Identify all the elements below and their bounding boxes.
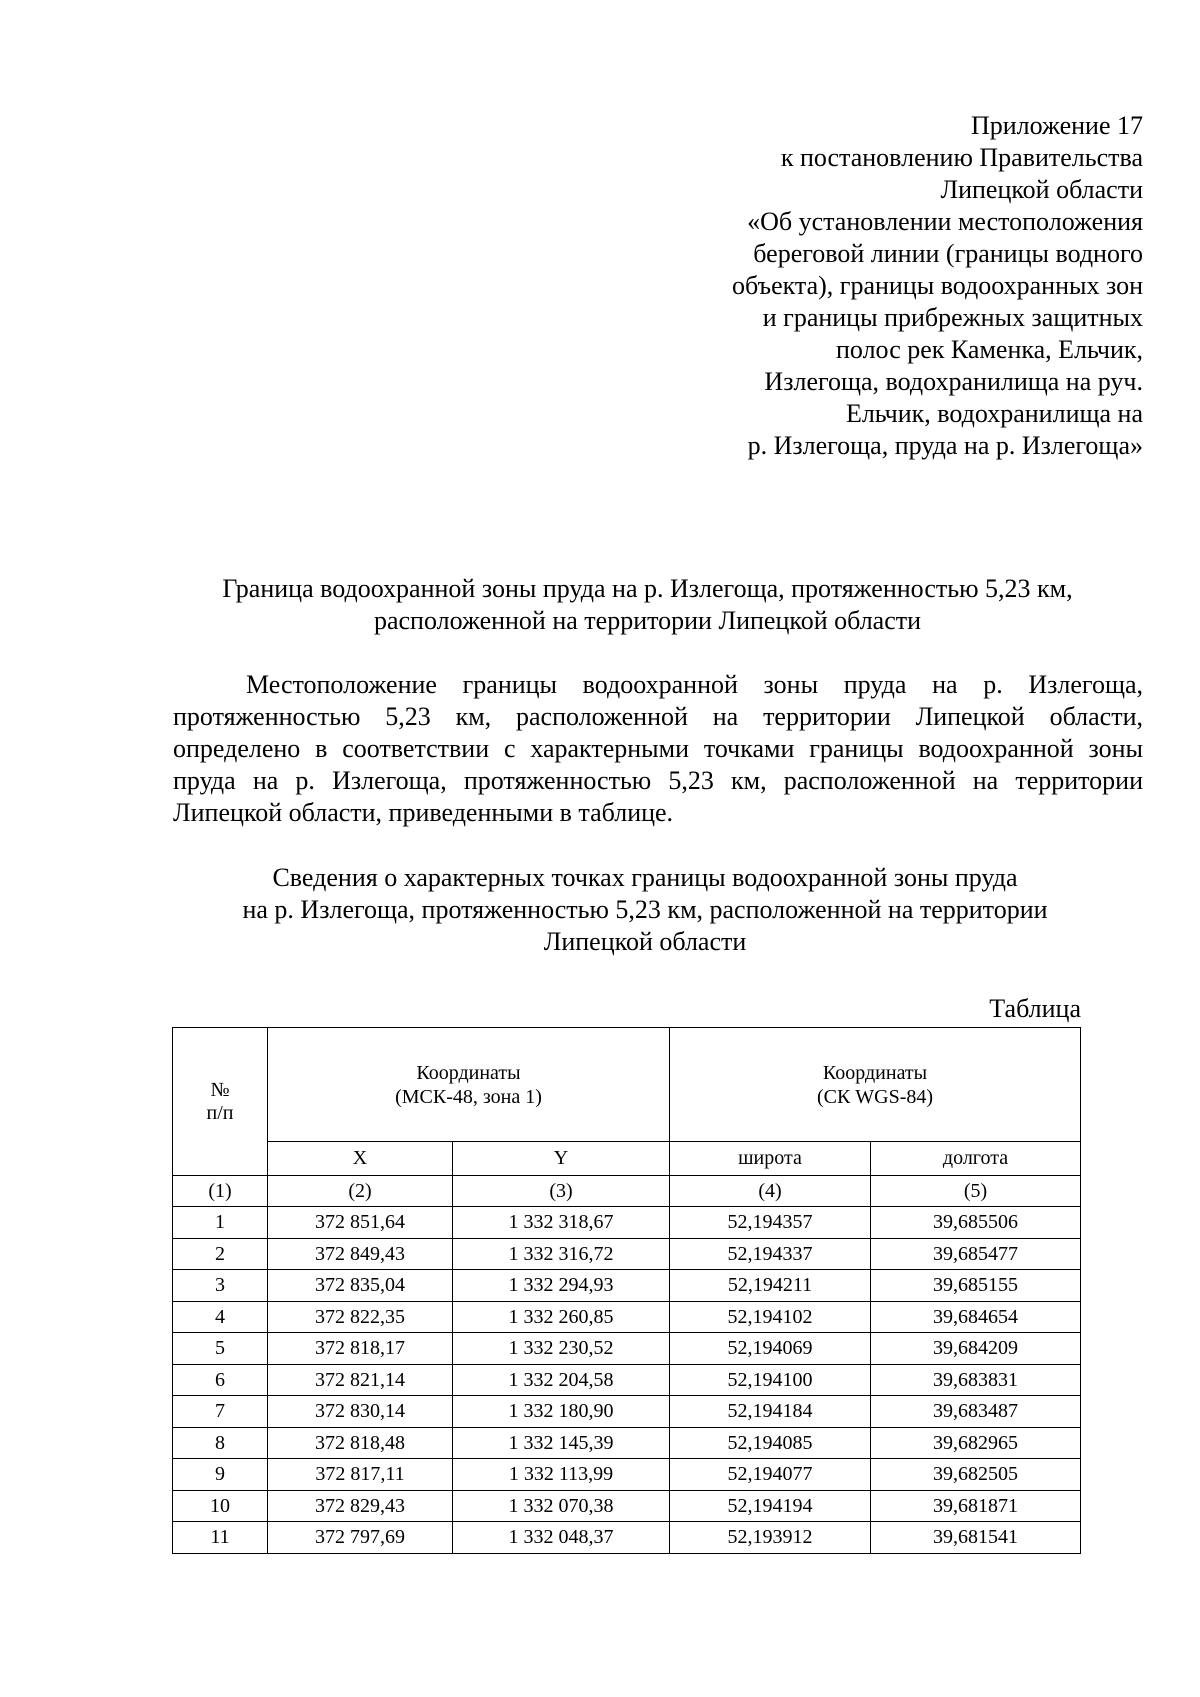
y-coordinate-cell: 1 332 230,52 [453, 1333, 670, 1365]
longitude-cell: 39,681871 [871, 1490, 1081, 1522]
column-number: (2) [268, 1176, 453, 1207]
latitude-cell: 52,194085 [670, 1427, 871, 1459]
table-title-line-3: Липецкой области [543, 927, 747, 956]
x-coordinate-cell: 372 797,69 [268, 1522, 453, 1554]
y-coordinate-cell: 1 332 204,58 [453, 1364, 670, 1396]
coordinates-table [172, 1027, 1081, 1554]
appendix-block [583, 110, 1143, 462]
x-coordinate-cell: 372 830,14 [268, 1396, 453, 1428]
y-coordinate-cell: 1 332 048,37 [453, 1522, 670, 1554]
latitude-cell: 52,194102 [670, 1301, 871, 1333]
x-coordinate-cell: 372 829,43 [268, 1490, 453, 1522]
longitude-cell: 39,685155 [871, 1270, 1081, 1302]
longitude-cell: 39,683831 [871, 1364, 1081, 1396]
longitude-cell: 39,685506 [871, 1207, 1081, 1239]
document-heading [170, 573, 1125, 637]
column-number: (1) [173, 1176, 268, 1207]
header-wgs-line-1: Координаты [822, 1061, 928, 1084]
table-row [173, 1333, 1081, 1365]
heading-line-2: расположенной на территории Липецкой области [373, 606, 922, 635]
x-coordinate-cell: 372 835,04 [268, 1270, 453, 1302]
table-title-line-2: на р. Излегоща, протяженностью 5,23 км, расположенной на территории [242, 895, 1048, 924]
y-coordinate-cell: 1 332 145,39 [453, 1427, 670, 1459]
appendix-line: к постановлению Правительства [780, 143, 1143, 172]
x-coordinate-cell: 372 851,64 [268, 1207, 453, 1239]
column-number: (4) [670, 1176, 871, 1207]
table-row [173, 1238, 1081, 1270]
appendix-line: Липецкой области [940, 175, 1143, 204]
point-number-cell: 1 [173, 1207, 268, 1239]
latitude-cell: 52,194337 [670, 1238, 871, 1270]
point-number-cell: 2 [173, 1238, 268, 1270]
appendix-line: объекта), границы водоохранных зон [732, 271, 1143, 300]
header-msk-coordinates [268, 1028, 670, 1142]
table-row [173, 1364, 1081, 1396]
header-msk-line-2: (МСК-48, зона 1) [395, 1085, 542, 1108]
x-coordinate-cell: 372 818,48 [268, 1427, 453, 1459]
y-coordinate-cell: 1 332 316,72 [453, 1238, 670, 1270]
heading-line-1: Граница водоохранной зоны пруда на р. Излегоща, протяженностью 5,23 км, [222, 574, 1073, 603]
appendix-line: р. Излегоща, пруда на р. Излегоща» [747, 431, 1143, 460]
table-row [173, 1207, 1081, 1239]
longitude-cell: 39,685477 [871, 1238, 1081, 1270]
latitude-cell: 52,193912 [670, 1522, 871, 1554]
table-row [173, 1522, 1081, 1554]
header-number [173, 1028, 268, 1176]
appendix-line: Излегоща, водохранилища на руч. [764, 367, 1143, 396]
latitude-cell: 52,194194 [670, 1490, 871, 1522]
x-coordinate-cell: 372 822,35 [268, 1301, 453, 1333]
longitude-cell: 39,681541 [871, 1522, 1081, 1554]
point-number-cell: 3 [173, 1270, 268, 1302]
column-number: (3) [453, 1176, 670, 1207]
header-longitude: долгота [871, 1142, 1081, 1176]
point-number-cell: 4 [173, 1301, 268, 1333]
table-row [173, 1396, 1081, 1428]
point-number-cell: 8 [173, 1427, 268, 1459]
header-y: Y [453, 1142, 670, 1176]
point-number-cell: 6 [173, 1364, 268, 1396]
table-row [173, 1459, 1081, 1491]
header-wgs-line-2: (СК WGS-84) [816, 1085, 934, 1108]
latitude-cell: 52,194211 [670, 1270, 871, 1302]
header-x: X [268, 1142, 453, 1176]
latitude-cell: 52,194077 [670, 1459, 871, 1491]
x-coordinate-cell: 372 817,11 [268, 1459, 453, 1491]
y-coordinate-cell: 1 332 180,90 [453, 1396, 670, 1428]
y-coordinate-cell: 1 332 318,67 [453, 1207, 670, 1239]
appendix-line: береговой линии (границы водного [753, 239, 1143, 268]
longitude-cell: 39,684654 [871, 1301, 1081, 1333]
header-wgs-coordinates [670, 1028, 1081, 1142]
appendix-line: полос рек Каменка, Ельчик, [836, 335, 1143, 364]
appendix-line: и границы прибрежных защитных [762, 303, 1143, 332]
table-body [173, 1207, 1081, 1554]
point-number-cell: 5 [173, 1333, 268, 1365]
table-row [173, 1490, 1081, 1522]
y-coordinate-cell: 1 332 070,38 [453, 1490, 670, 1522]
x-coordinate-cell: 372 849,43 [268, 1238, 453, 1270]
point-number-cell: 10 [173, 1490, 268, 1522]
appendix-line: «Об установлении местоположения [747, 207, 1143, 236]
table-title [170, 862, 1120, 958]
longitude-cell: 39,682965 [871, 1427, 1081, 1459]
header-number-line-1: № [210, 1078, 230, 1101]
latitude-cell: 52,194100 [670, 1364, 871, 1396]
x-coordinate-cell: 372 821,14 [268, 1364, 453, 1396]
body-paragraph: Местоположение границы водоохранной зоны пруда на р. Излегоща, протяженностью 5,23 км, расположенной на территории Липецкой области, определено в соответствии с характерными точками границы водоохранной зоны пруда на р. Излегоща, протяженностью 5,23 км, расположенной на территории Липецкой области, приведенными в таблице. [173, 670, 1143, 827]
point-number-cell: 9 [173, 1459, 268, 1491]
table-title-line-1: Сведения о характерных точках границы водоохранной зоны пруда [272, 863, 1018, 892]
table-row [173, 1427, 1081, 1459]
appendix-line: Ельчик, водохранилища на [845, 399, 1143, 428]
header-latitude: широта [670, 1142, 871, 1176]
latitude-cell: 52,194069 [670, 1333, 871, 1365]
header-msk-line-1: Координаты [416, 1061, 521, 1084]
table-row [173, 1270, 1081, 1302]
header-number-line-2: п/п [206, 1101, 234, 1124]
point-number-cell: 7 [173, 1396, 268, 1428]
longitude-cell: 39,682505 [871, 1459, 1081, 1491]
latitude-cell: 52,194357 [670, 1207, 871, 1239]
y-coordinate-cell: 1 332 113,99 [453, 1459, 670, 1491]
y-coordinate-cell: 1 332 260,85 [453, 1301, 670, 1333]
appendix-line: Приложение 17 [970, 111, 1143, 140]
table-row [173, 1301, 1081, 1333]
table-label: Таблица [989, 994, 1081, 1023]
x-coordinate-cell: 372 818,17 [268, 1333, 453, 1365]
longitude-cell: 39,684209 [871, 1333, 1081, 1365]
y-coordinate-cell: 1 332 294,93 [453, 1270, 670, 1302]
longitude-cell: 39,683487 [871, 1396, 1081, 1428]
column-number: (5) [871, 1176, 1081, 1207]
latitude-cell: 52,194184 [670, 1396, 871, 1428]
point-number-cell: 11 [173, 1522, 268, 1554]
